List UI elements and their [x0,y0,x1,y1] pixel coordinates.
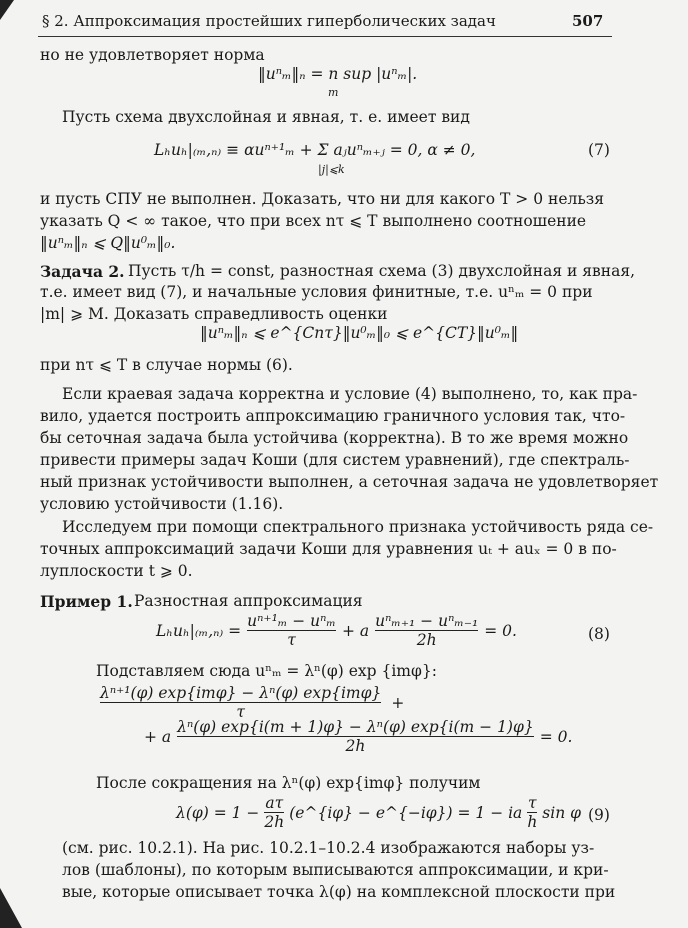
fraction-denominator: h [527,813,538,831]
equation-substituted-1 [100,684,404,721]
scan-corner-top-left [0,0,14,20]
text-line: и пусть СПУ не выполнен. Доказать, что ни для какого T > 0 нельзя [40,190,605,208]
paragraph-line: вило, удается построить аппроксимацию граничного условия так, что- [40,407,626,425]
equation-substituted-a: + a [144,727,172,746]
equation-substituted-fraction-1 [100,684,381,721]
paragraph-line: луплоскости t ⩾ 0. [40,562,193,580]
paragraph-line: Если краевая задача корректна и условие (4) выполнено, то, как пра- [62,385,638,403]
text-line-math: ‖uⁿₘ‖ₙ ⩽ Q‖u⁰ₘ‖₀. [40,234,176,252]
text-line: Подставляем сюда uⁿₘ = λⁿ(φ) exp {imφ}: [96,662,437,680]
text-line: После сокращения на λⁿ(φ) exp{imφ} получим [96,774,481,792]
fraction-numerator: τ [528,794,537,812]
equation-9-number: (9) [588,806,610,824]
fraction-denominator: τ [236,703,245,721]
equation-9 [176,794,581,831]
fraction-numerator: λⁿ(φ) exp{i(m + 1)φ} − λⁿ(φ) exp{i(m − 1)φ} [177,718,534,736]
text-line: указать Q < ∞ такое, что при всех nτ ⩽ T выполнено соотношение [40,212,587,230]
equation-norm-sub: m [328,86,339,99]
header-rule [38,36,612,37]
paragraph-line: вые, которые описывает точка λ(φ) на комплексной плоскости при [62,883,616,901]
equation-8-number: (8) [588,625,610,643]
equation-norm: ‖uⁿₘ‖ₙ = n sup |uⁿₘ|. [258,65,418,83]
equation-estimate: ‖uⁿₘ‖ₙ ⩽ e^{Cnτ}‖u⁰ₘ‖₀ ⩽ e^{CT}‖u⁰ₘ‖ [200,324,519,342]
equation-substituted-2 [144,718,572,755]
text-line: |m| ⩾ M. Доказать справедливость оценки [40,305,388,323]
equation-7-sub: |j|⩽k [318,163,345,176]
running-header-title: § 2. Аппроксимация простейших гиперболических задач [42,12,496,30]
equation-9-mid: (e^{iφ} − e^{−iφ}) = 1 − ia [289,803,523,822]
fraction-numerator: uⁿₘ₊₁ − uⁿₘ₋₁ [375,612,479,630]
equation-substituted-end: = 0. [539,727,573,746]
text-line: Пусть τ/h = const, разностная схема (3) двухслойная и явная, [128,262,636,280]
paragraph-line: Исследуем при помощи спектрального признака устойчивость ряда се- [62,518,654,536]
equation-8-end: = 0. [484,621,517,640]
paragraph-line: (см. рис. 10.2.1). На рис. 10.2.1–10.2.4 изображаются наборы уз- [62,839,595,857]
equation-substituted-plus: + [391,693,405,712]
fraction-numerator: λⁿ⁺¹(φ) exp{imφ} − λⁿ(φ) exp{imφ} [100,684,382,702]
equation-8-fraction-1 [247,612,336,649]
paragraph-line: ный признак устойчивости выполнен, а сеточная задача не удовлетворяет [40,473,659,491]
equation-substituted-fraction-2 [177,718,534,755]
example-label: Пример 1. [40,592,133,611]
equation-8-lhs: Lₕuₕ|₍ₘ,ₙ₎ = [156,621,242,640]
paragraph-line: точных аппроксимаций задачи Коши для уравнения uₜ + auₓ = 0 в по- [40,540,617,558]
paragraph-line: бы сеточная задача была устойчива (корректна). В то же время можно [40,429,629,447]
page-number: 507 [572,12,604,30]
equation-8-plus: + a [341,621,370,640]
equation-9-fraction-2 [527,794,537,831]
equation-9-end: sin φ [542,803,581,822]
equation-8-fraction-2 [375,612,478,649]
example-text: Разностная аппроксимация [134,592,363,610]
fraction-numerator: aτ [265,794,284,812]
scan-corner-bottom-left [0,888,22,928]
text-line: при nτ ⩽ T в случае нормы (6). [40,356,293,374]
text-line: Пусть схема двухслойная и явная, т. е. имеет вид [62,108,470,126]
equation-9-fraction-1 [264,794,284,831]
text-line: т.е. имеет вид (7), и начальные условия финитные, т.е. uⁿₘ = 0 при [40,283,593,301]
fraction-numerator: uⁿ⁺¹ₘ − uⁿₘ [247,612,336,630]
task-label: Задача 2. [40,262,125,281]
equation-7-number: (7) [588,141,610,159]
fraction-denominator: τ [287,631,296,649]
fraction-denominator: 2h [416,631,437,649]
fraction-denominator: 2h [345,737,366,755]
paragraph-line: лов (шаблоны), по которым выписываются аппроксимации, и кри- [62,861,609,879]
equation-7: Lₕuₕ|₍ₘ,ₙ₎ ≡ αuⁿ⁺¹ₘ + Σ aⱼuⁿₘ₊ⱼ = 0, α ≠ 0, [154,141,476,159]
text-line: но не удовлетворяет норма [40,46,265,64]
equation-8 [156,612,517,649]
equation-9-lhs: λ(φ) = 1 − [176,803,260,822]
paragraph-line: условию устойчивости (1.16). [40,495,284,513]
fraction-denominator: 2h [264,813,285,831]
paragraph-line: привести примеры задач Коши (для систем уравнений), где спектраль- [40,451,630,469]
